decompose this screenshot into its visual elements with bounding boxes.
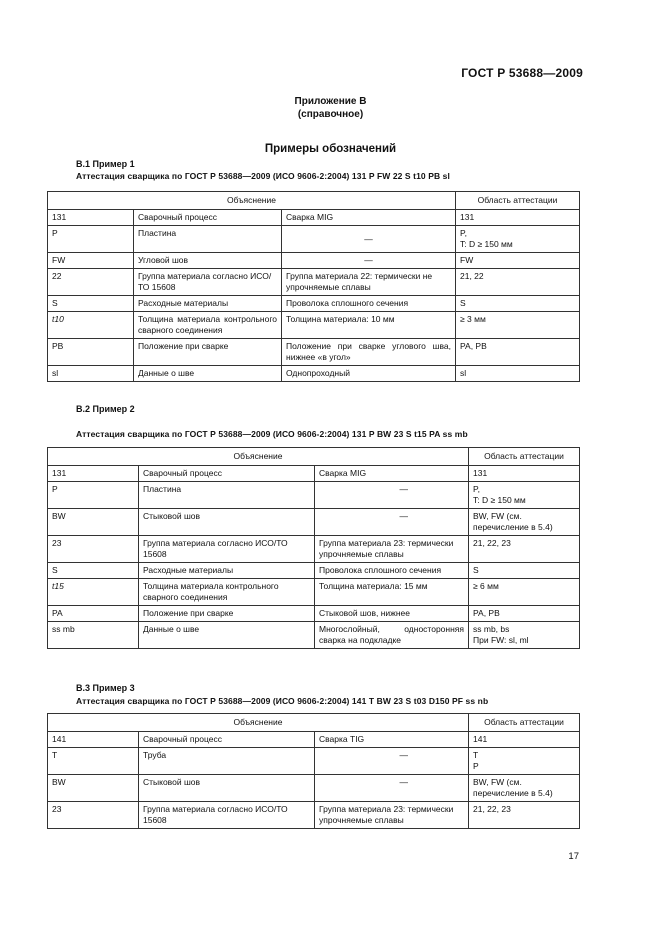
row-code: t10 <box>48 312 134 339</box>
row-scope: BW, FW (см. перечисление в 5.4) <box>469 509 580 536</box>
row-parameter: Сварочный процесс <box>139 466 315 482</box>
row-parameter: Группа материала согласно ИСО/ТО 15608 <box>139 536 315 563</box>
table-header-row <box>48 714 580 732</box>
table-header-row <box>48 192 580 210</box>
header-scope: Область аттестации <box>469 714 580 732</box>
row-code: S <box>48 296 134 312</box>
row-parameter: Толщина материала контрольного сварного соединения <box>139 579 315 606</box>
row-code: 131 <box>48 210 134 226</box>
row-scope: 141 <box>469 732 580 748</box>
row-value: Сварка MIG <box>315 466 469 482</box>
example-2-label: В.2 Пример 2 <box>76 404 135 414</box>
row-parameter: Пластина <box>139 482 315 509</box>
row-value: Группа материала 22: термически не упрочняемые сплавы <box>282 269 456 296</box>
row-code: 23 <box>48 536 139 563</box>
row-scope: PA, PB <box>456 339 580 366</box>
row-code: S <box>48 563 139 579</box>
table-row <box>48 269 580 296</box>
row-parameter: Сварочный процесс <box>139 732 315 748</box>
row-code: 22 <box>48 269 134 296</box>
row-parameter: Данные о шве <box>139 622 315 649</box>
row-code: P <box>48 226 134 253</box>
row-value: Сварка MIG <box>282 210 456 226</box>
section-title: Примеры обозначений <box>264 143 397 155</box>
row-value: Проволока сплошного сечения <box>315 563 469 579</box>
row-scope: 131 <box>469 466 580 482</box>
row-parameter: Расходные материалы <box>139 563 315 579</box>
example-3-label: В.3 Пример 3 <box>76 683 135 693</box>
row-value: — <box>282 253 456 269</box>
row-scope: sl <box>456 366 580 382</box>
row-value: Толщина материала: 10 мм <box>282 312 456 339</box>
row-scope: PA, PB <box>469 606 580 622</box>
row-code: FW <box>48 253 134 269</box>
row-value: Толщина материала: 15 мм <box>315 579 469 606</box>
row-value: — <box>315 748 469 775</box>
table-row <box>48 748 580 775</box>
row-scope: 21, 22, 23 <box>469 536 580 563</box>
table-row <box>48 563 580 579</box>
row-code: t15 <box>48 579 139 606</box>
row-parameter: Угловой шов <box>134 253 282 269</box>
annex-subtitle: (справочное) <box>297 109 364 120</box>
table-row <box>48 312 580 339</box>
table-row <box>48 482 580 509</box>
row-scope: ≥ 6 мм <box>469 579 580 606</box>
row-parameter: Пластина <box>134 226 282 253</box>
row-value: — <box>282 226 456 253</box>
standard-header: ГОСТ Р 53688—2009 <box>461 66 583 80</box>
row-scope: P, T: D ≥ 150 мм <box>469 482 580 509</box>
row-value: Группа материала 23: термически упрочняемые сплавы <box>315 536 469 563</box>
annex-title: Приложение В <box>294 96 367 107</box>
row-value: Положение при сварке углового шва, нижнее «в угол» <box>282 339 456 366</box>
header-explanation: Объяснение <box>48 714 469 732</box>
example-1-attestation: Аттестация сварщика по ГОСТ Р 53688—2009 (ИСО 9606-2:2004) 131 P FW 22 S t10 PB sl <box>76 171 450 181</box>
row-scope: BW, FW (см. перечисление в 5.4) <box>469 775 580 802</box>
row-code: ss mb <box>48 622 139 649</box>
header-scope: Область аттестации <box>469 448 580 466</box>
row-parameter: Сварочный процесс <box>134 210 282 226</box>
row-scope: S <box>469 563 580 579</box>
example-2-table <box>47 447 580 649</box>
row-parameter: Толщина материала контрольного сварного соединения <box>134 312 282 339</box>
table-row <box>48 732 580 748</box>
table-row <box>48 210 580 226</box>
row-code: P <box>48 482 139 509</box>
page-number: 17 <box>568 851 579 862</box>
table-header-row <box>48 448 580 466</box>
example-1-table <box>47 191 580 382</box>
row-code: PA <box>48 606 139 622</box>
row-scope: 131 <box>456 210 580 226</box>
row-parameter: Положение при сварке <box>134 339 282 366</box>
row-value: Стыковой шов, нижнее <box>315 606 469 622</box>
table-row <box>48 509 580 536</box>
example-3-attestation: Аттестация сварщика по ГОСТ Р 53688—2009 (ИСО 9606-2:2004) 141 T BW 23 S t03 D150 PF ss nb <box>76 696 489 706</box>
row-parameter: Стыковой шов <box>139 509 315 536</box>
row-code: 141 <box>48 732 139 748</box>
row-parameter: Труба <box>139 748 315 775</box>
row-scope: 21, 22 <box>456 269 580 296</box>
table-row <box>48 226 580 253</box>
row-value: Однопроходный <box>282 366 456 382</box>
row-scope: ≥ 3 мм <box>456 312 580 339</box>
row-parameter: Группа материала согласно ИСО/ТО 15608 <box>139 802 315 829</box>
row-value: — <box>315 482 469 509</box>
example-2-attestation: Аттестация сварщика по ГОСТ Р 53688—2009 (ИСО 9606-2:2004) 131 P BW 23 S t15 PA ss mb <box>76 429 468 439</box>
row-code: sl <box>48 366 134 382</box>
row-code: BW <box>48 775 139 802</box>
row-value: — <box>315 509 469 536</box>
header-explanation: Объяснение <box>48 192 456 210</box>
row-parameter: Данные о шве <box>134 366 282 382</box>
table-row <box>48 579 580 606</box>
header-scope: Область аттестации <box>456 192 580 210</box>
table-row <box>48 606 580 622</box>
row-code: 23 <box>48 802 139 829</box>
row-code: BW <box>48 509 139 536</box>
table-row <box>48 775 580 802</box>
row-value: Многослойный, односторонняя сварка на подкладке <box>315 622 469 649</box>
row-parameter: Группа материала согласно ИСО/ТО 15608 <box>134 269 282 296</box>
table-row <box>48 536 580 563</box>
row-scope: FW <box>456 253 580 269</box>
row-value: Сварка TIG <box>315 732 469 748</box>
row-code: 131 <box>48 466 139 482</box>
table-row <box>48 339 580 366</box>
table-row <box>48 466 580 482</box>
row-parameter: Стыковой шов <box>139 775 315 802</box>
table-row <box>48 622 580 649</box>
example-1-label: В.1 Пример 1 <box>76 159 135 169</box>
row-value: — <box>315 775 469 802</box>
row-scope: S <box>456 296 580 312</box>
table-row <box>48 296 580 312</box>
row-parameter: Расходные материалы <box>134 296 282 312</box>
header-explanation: Объяснение <box>48 448 469 466</box>
row-scope: P, T: D ≥ 150 мм <box>456 226 580 253</box>
row-parameter: Положение при сварке <box>139 606 315 622</box>
row-scope: T P <box>469 748 580 775</box>
row-value: Проволока сплошного сечения <box>282 296 456 312</box>
row-scope: ss mb, bs При FW: sl, ml <box>469 622 580 649</box>
row-code: T <box>48 748 139 775</box>
row-scope: 21, 22, 23 <box>469 802 580 829</box>
row-value: Группа материала 23: термически упрочняемые сплавы <box>315 802 469 829</box>
row-code: PB <box>48 339 134 366</box>
example-3-table <box>47 713 580 829</box>
table-row <box>48 802 580 829</box>
table-row <box>48 253 580 269</box>
table-row <box>48 366 580 382</box>
